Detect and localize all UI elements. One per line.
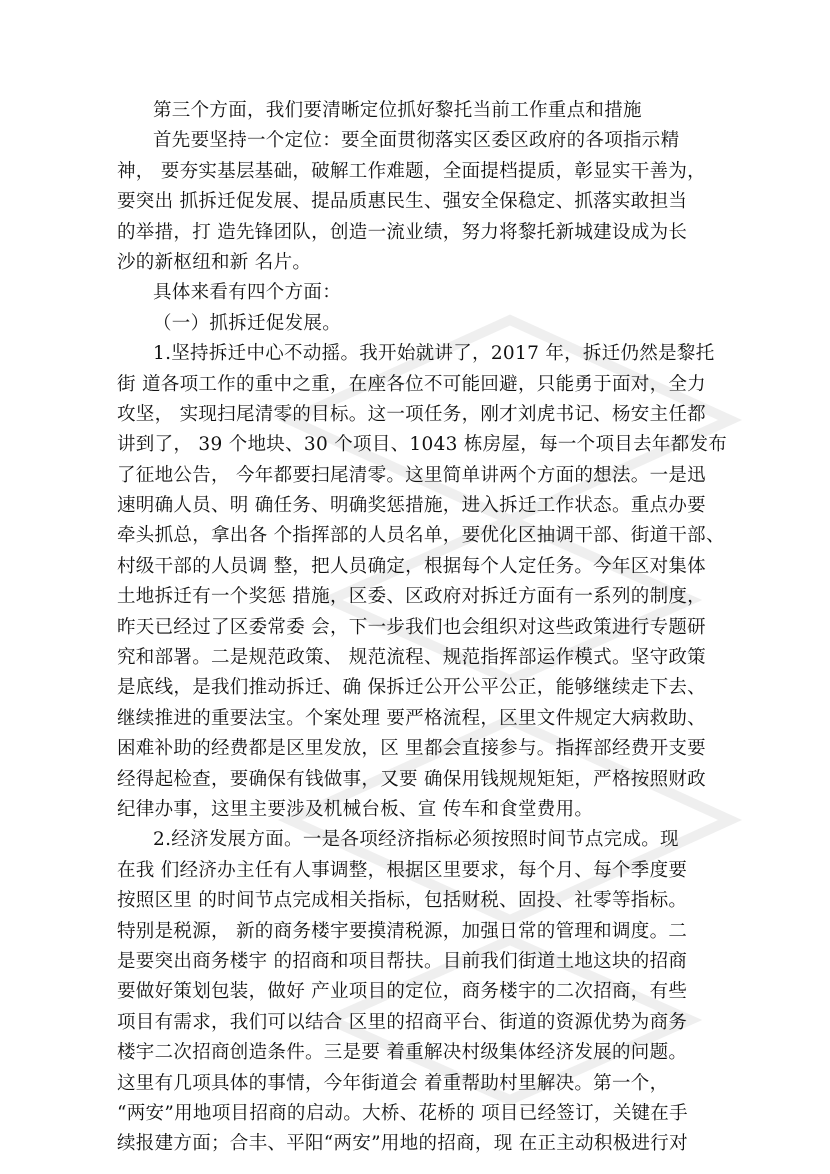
text-line: 第三个方面，我们要清晰定位抓好黎托当前工作重点和措施 (153, 100, 642, 121)
text-line: 首先要坚持一个定位：要全面贯彻落实区委区政府的各项指示精 (153, 130, 680, 152)
text-line: 攻坚， 实现扫尾清零的目标。这一项任务，刚才刘虎书记、杨安主任都 (117, 403, 706, 425)
text-line: 街 道各项工作的重中之重，在座各位不可能回避，只能勇于面对，全力 (117, 373, 706, 395)
text-line: 了征地公告， 今年都要扫尾清零。这里简单讲两个方面的想法。一是迅 (117, 464, 706, 486)
text-line: 是要突出商务楼宇 的招商和项目帮扶。目前我们街道土地这块的招商 (117, 950, 688, 972)
text-line: （一）抓拆迁促发展。 (153, 312, 342, 334)
text-line: 按照区里 的时间节点完成相关指标，包括财税、固投、社零等指标。 (117, 890, 688, 912)
text-line: 在我 们经济办主任有人事调整，根据区里要求，每个月、每个季度要 (117, 859, 688, 881)
text-line: 究和部署。二是规范政策、 规范流程、规范指挥部运作模式。坚守政策 (117, 647, 706, 669)
text-line: 继续推进的重要法宝。个案处理 要严格流程，区里文件规定大病救助、 (117, 707, 706, 729)
text-line: 沙的新枢纽和新 名片。 (117, 251, 312, 273)
document-text (117, 96, 727, 1160)
text-line: 讲到了， 39 个地块、30 个项目、1043 栋房屋，每一个项目去年都发布 (117, 434, 728, 456)
text-line: 土地拆迁有一个奖惩 措施，区委、区政府对拆迁方面有一系列的制度， (117, 586, 706, 608)
text-line: 牵头抓总，拿出各 个指挥部的人员名单，要优化区抽调干部、街道干部、 (117, 525, 725, 547)
text-line: 特别是税源， 新的商务楼宇要摸清税源，加强日常的管理和调度。二 (117, 920, 688, 942)
text-line: 村级干部的人员调 整，把人员确定，根据每个人定任务。今年区对集体 (117, 555, 706, 577)
text-line: 楼宇二次招商创造条件。三是要 着重解决村级集体经济发展的问题。 (117, 1042, 688, 1064)
text-line: 困难补助的经费都是区里发放，区 里都会直接参与。指挥部经费开支要 (117, 738, 706, 760)
text-line: 神， 要夯实基层基础，破解工作难题，全面提档提质，彰显实干善为， (117, 160, 706, 182)
text-line: “两安”用地项目招商的启动。大桥、花桥的 项目已经签订，关键在手 (117, 1102, 688, 1124)
text-line: 经得起检查，要确保有钱做事，又要 确保用钱规规矩矩，严格按照财政 (117, 768, 706, 790)
text-line: 续报建方面；合丰、平阳“两安”用地的招商，现 在正主动积极进行对 (117, 1133, 688, 1155)
text-line: 昨天已经过了区委常委 会，下一步我们也会组织对这些政策进行专题研 (117, 616, 706, 638)
text-line: 速明确人员、明 确任务、明确奖惩措施，进入拆迁工作状态。重点办要 (117, 495, 706, 517)
text-line: 要做好策划包装，做好 产业项目的定位，商务楼宇的二次招商，有些 (117, 981, 688, 1003)
text-line: 要突出 抓拆迁促发展、提品质惠民生、强安全保稳定、抓落实敢担当 (117, 191, 688, 213)
text-line: 纪律办事，这里主要涉及机械台板、宣 传车和食堂费用。 (117, 798, 594, 820)
text-line: 的举措，打 造先锋团队，创造一流业绩，努力将黎托新城建设成为长 (117, 221, 688, 243)
text-line: 项目有需求，我们可以结合 区里的招商平台、街道的资源优势为商务 (117, 1011, 688, 1033)
text-line: 这里有几项具体的事情，今年街道会 着重帮助村里解决。第一个， (117, 1072, 669, 1094)
text-line: 1.坚持拆迁中心不动摇。我开始就讲了，2017 年，拆迁仍然是黎托 (153, 343, 715, 365)
text-line: 具体来看有四个方面： (153, 282, 342, 304)
text-line: 是底线，是我们推动拆迁、确 保拆迁公开公平公正，能够继续走下去、 (117, 677, 706, 699)
text-line: 2.经济发展方面。一是各项经济指标必须按照时间节点完成。现 (153, 829, 679, 851)
